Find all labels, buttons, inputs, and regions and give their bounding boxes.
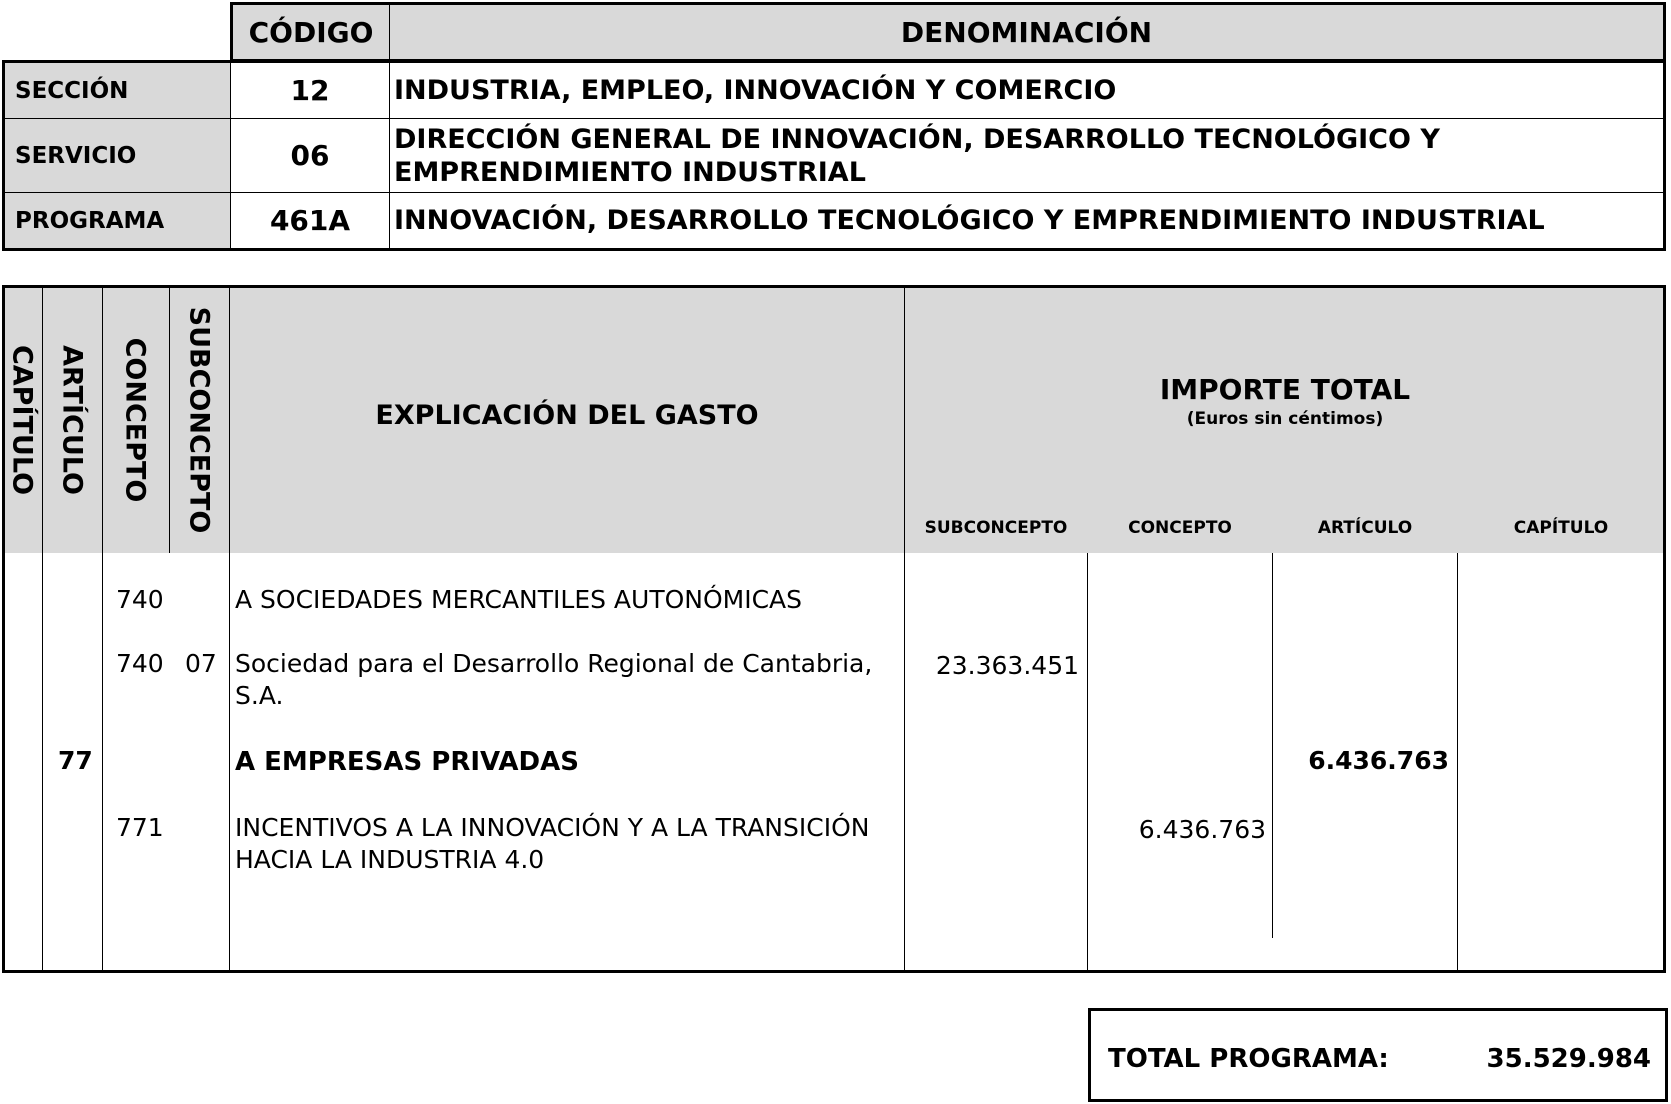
programa-label: PROGRAMA <box>2 192 231 251</box>
capitulo-col-header: CAPÍTULO <box>6 344 38 496</box>
row-text: A EMPRESAS PRIVADAS <box>235 747 579 777</box>
amount-col-concepto: CONCEPTO <box>1128 518 1232 538</box>
row-subconcepto: 07 <box>185 649 217 678</box>
servicio-code: 06 <box>230 118 390 193</box>
total-programa-label: TOTAL PROGRAMA: <box>1108 1044 1389 1074</box>
articulo-col-header: ARTÍCULO <box>56 345 88 495</box>
seccion-code: 12 <box>230 60 390 119</box>
row-text: Sociedad para el Desarrollo Regional de Cantabria, S.A. <box>235 649 873 710</box>
importe-total-subheader: (Euros sin céntimos) <box>1186 409 1384 429</box>
row-articulo: 77 <box>58 746 93 775</box>
row-articulo-amount: 6.436.763 <box>1308 746 1449 775</box>
codigo-header: CÓDIGO <box>230 2 390 62</box>
total-programa-value: 35.529.984 <box>1486 1044 1651 1074</box>
amount-col-capitulo: CAPÍTULO <box>1513 518 1609 538</box>
servicio-name: DIRECCIÓN GENERAL DE INNOVACIÓN, DESARROLLO TECNOLÓGICO Y EMPRENDIMIENTO INDUSTRIAL <box>389 118 1666 193</box>
row-concepto-amount: 6.436.763 <box>1138 815 1266 844</box>
row-text: A SOCIEDADES MERCANTILES AUTONÓMICAS <box>235 585 803 614</box>
servicio-label: SERVICIO <box>2 118 231 193</box>
importe-total-header: IMPORTE TOTAL <box>1159 373 1411 406</box>
row-concepto: 740 <box>116 585 164 614</box>
denominacion-header: DENOMINACIÓN <box>389 2 1666 62</box>
subconcepto-col-header: SUBCONCEPTO <box>183 306 215 534</box>
programa-code: 461A <box>230 192 390 251</box>
row-text: INCENTIVOS A LA INNOVACIÓN Y A LA TRANSICIÓN HACIA LA INDUSTRIA 4.0 <box>235 813 870 874</box>
row-concepto: 740 <box>116 649 164 678</box>
amount-col-articulo: ARTÍCULO <box>1317 518 1413 538</box>
explicacion-header: EXPLICACIÓN DEL GASTO <box>375 400 759 431</box>
programa-name: INNOVACIÓN, DESARROLLO TECNOLÓGICO Y EMPRENDIMIENTO INDUSTRIAL <box>389 192 1666 251</box>
total-programa-box <box>1088 1008 1668 1102</box>
concepto-col-header: CONCEPTO <box>119 337 151 503</box>
row-concepto: 771 <box>116 813 164 842</box>
row-subconcepto-amount: 23.363.451 <box>935 651 1079 680</box>
seccion-name: INDUSTRIA, EMPLEO, INNOVACIÓN Y COMERCIO <box>389 60 1666 119</box>
seccion-label: SECCIÓN <box>2 60 231 119</box>
amount-col-subconcepto: SUBCONCEPTO <box>924 518 1068 538</box>
